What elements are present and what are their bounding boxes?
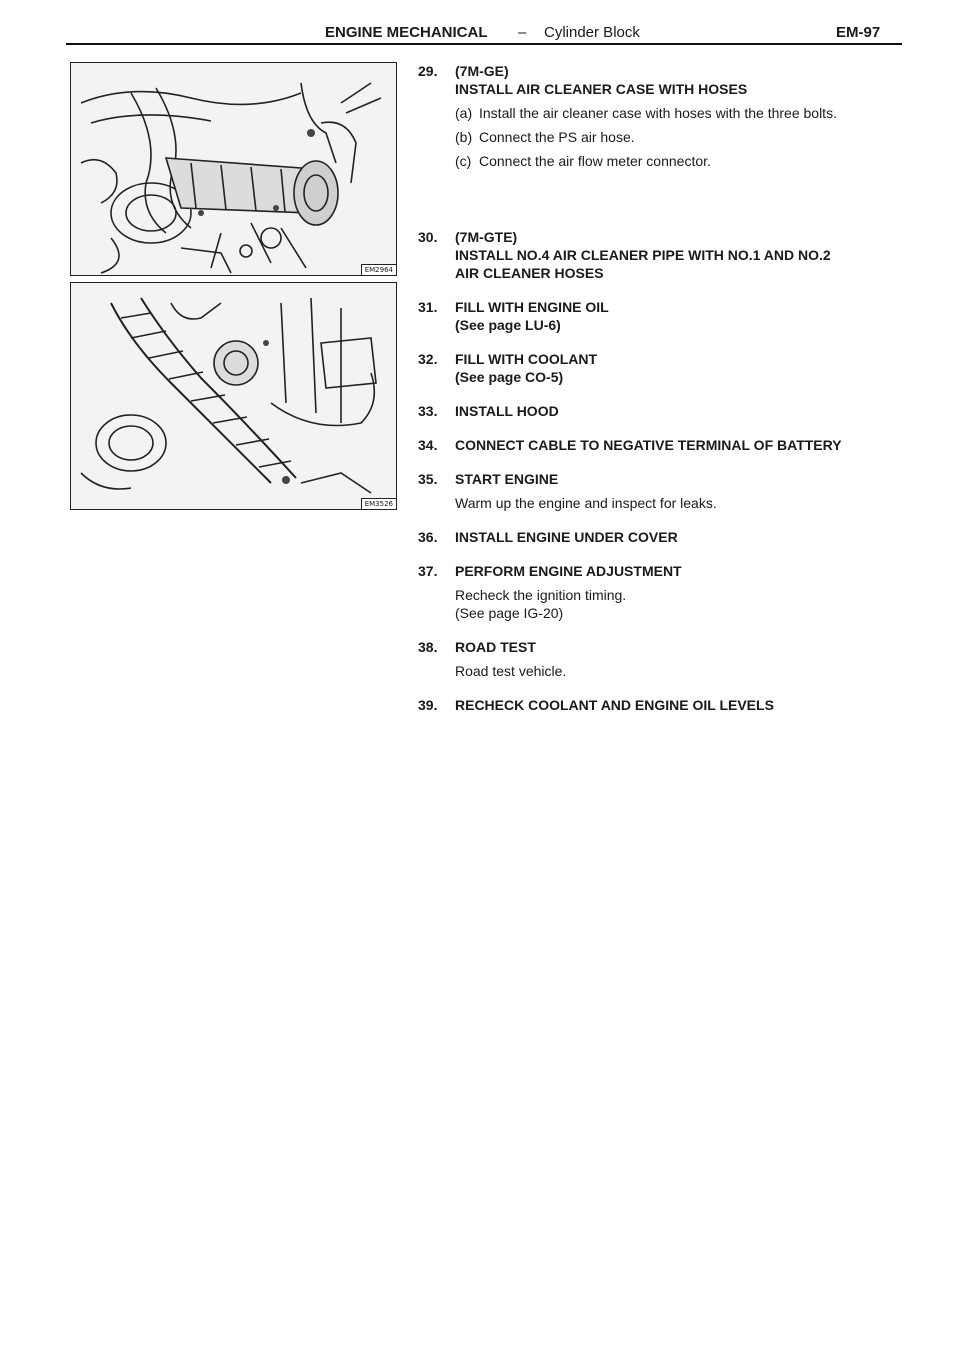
substep-text: Connect the air flow meter connector. xyxy=(479,153,711,169)
step-35 xyxy=(418,470,918,512)
step-37 xyxy=(418,562,918,622)
step-text-line: (See page IG-20) xyxy=(455,605,564,621)
header-section-title: ENGINE MECHANICAL xyxy=(325,24,488,41)
header-page-number: EM-97 xyxy=(836,24,881,41)
step-number: 36. xyxy=(418,529,438,545)
step-text-line: Warm up the engine and inspect for leaks. xyxy=(455,495,717,511)
procedure-steps xyxy=(418,62,918,730)
step-32 xyxy=(418,350,918,386)
step-title-line: ROAD TEST xyxy=(455,639,536,655)
figure-code: EM2964 xyxy=(361,264,396,275)
step-number: 29. xyxy=(418,63,438,79)
step-number: 33. xyxy=(418,403,438,419)
step-39 xyxy=(418,696,918,714)
step-number: 32. xyxy=(418,351,438,367)
step-30 xyxy=(418,228,918,282)
figure-air-cleaner-case xyxy=(70,62,397,276)
substep-text: Install the air cleaner case with hoses with the three bolts. xyxy=(479,105,837,121)
step-title-line: FILL WITH COOLANT xyxy=(455,351,598,367)
step-title-line: PERFORM ENGINE ADJUSTMENT xyxy=(455,563,682,579)
step-title-line: INSTALL NO.4 AIR CLEANER PIPE WITH NO.1 AND NO.2 xyxy=(455,247,831,263)
step-title-line: AIR CLEANER HOSES xyxy=(455,265,604,281)
step-title-line: FILL WITH ENGINE OIL xyxy=(455,299,609,315)
step-36 xyxy=(418,528,918,546)
substep-label: (c) xyxy=(455,153,472,169)
substep-label: (a) xyxy=(455,105,473,121)
substep-b xyxy=(455,128,918,146)
page-reference: (See page CO-5) xyxy=(455,369,564,385)
header-rule xyxy=(66,43,902,45)
substep-text: Connect the PS air hose. xyxy=(479,129,635,145)
header-dash: – xyxy=(518,24,527,41)
step-title-line: (7M-GE) xyxy=(455,63,509,79)
step-number: 38. xyxy=(418,639,438,655)
step-number: 34. xyxy=(418,437,438,453)
step-31 xyxy=(418,298,918,334)
figure-air-cleaner-pipe xyxy=(70,282,397,510)
substep-label: (b) xyxy=(455,129,473,145)
step-title-line: RECHECK COOLANT AND ENGINE OIL LEVELS xyxy=(455,697,774,713)
step-number: 37. xyxy=(418,563,438,579)
step-title-line: (7M-GTE) xyxy=(455,229,518,245)
step-title-line: INSTALL ENGINE UNDER COVER xyxy=(455,529,678,545)
step-title-line: CONNECT CABLE TO NEGATIVE TERMINAL OF BATTERY xyxy=(455,437,842,453)
page-reference: (See page LU-6) xyxy=(455,317,561,333)
step-29 xyxy=(418,62,918,170)
step-text-line: Road test vehicle. xyxy=(455,663,567,679)
header-subsection-title: Cylinder Block xyxy=(544,24,640,41)
step-number: 31. xyxy=(418,299,438,315)
step-text-line: Recheck the ignition timing. xyxy=(455,587,627,603)
step-number: 35. xyxy=(418,471,438,487)
figure-code: EM3526 xyxy=(361,498,396,509)
step-number: 39. xyxy=(418,697,438,713)
step-title-line: START ENGINE xyxy=(455,471,559,487)
step-34 xyxy=(418,436,918,454)
engine-bay-illustration-2 xyxy=(71,283,396,509)
step-38 xyxy=(418,638,918,680)
substep-c xyxy=(455,152,918,170)
engine-bay-illustration-1 xyxy=(71,63,396,275)
step-title-line: INSTALL AIR CLEANER CASE WITH HOSES xyxy=(455,81,748,97)
step-title-line: INSTALL HOOD xyxy=(455,403,559,419)
substep-a xyxy=(455,104,918,122)
step-number: 30. xyxy=(418,229,438,245)
step-33 xyxy=(418,402,918,420)
